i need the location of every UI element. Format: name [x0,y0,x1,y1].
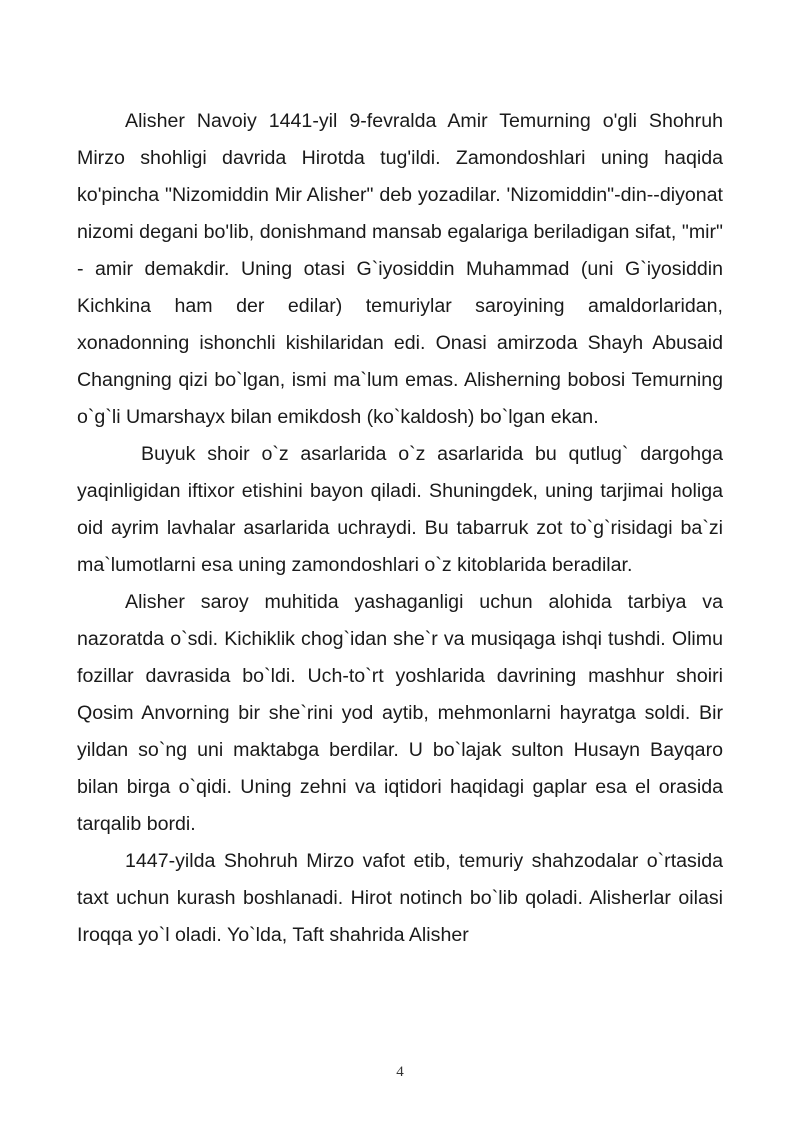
document-body [77,103,723,954]
paragraph-3: Alisher saroy muhitida yashaganligi uchun alohida tarbiya va nazoratda o`sdi. Kichiklik chog`idan she`r va musiqaga ishqi tushdi. Olimu fozillar davrasida bo`ldi. Uch-to`rt yoshlarida davrining mashhur shoiri Qosim Anvorning bir she`rini yod aytib, mehmonlarni hayratga soldi. Bir yildan so`ng uni maktabga berdilar. U bo`lajak sulton Husayn Bayqaro bilan birga o`qidi. Uning zehni va iqtidori haqidagi gaplar esa el orasida tarqalib bordi. [77,591,723,835]
page-number: 4 [396,1064,404,1080]
paragraph-4: 1447-yilda Shohruh Mirzo vafot etib, temuriy shahzodalar o`rtasida taxt uchun kurash boshlanadi. Hirot notinch bo`lib qoladi. Alisherlar oilasi Iroqqa yo`l oladi. Yo`lda, Taft shahrida Alisher [77,850,723,946]
paragraph-2: Buyuk shoir o`z asarlarida o`z asarlarida bu qutlug` dargohga yaqinligidan iftixor etishini bayon qiladi. Shuningdek, uning tarjimai holiga oid ayrim lavhalar asarlarida uchraydi. Bu tabarruk zot to`g`risidagi ba`zi ma`lumotlarni esa uning zamondoshlari o`z kitoblarida beradilar. [77,443,723,576]
paragraph-1: Alisher Navoiy 1441-yil 9-fevralda Amir Temurning o'gli Shohruh Mirzo shohligi davrida Hirotda tug'ildi. Zamondoshlari uning haqida ko'pincha "Nizomiddin Mir Alisher" deb yozadilar. 'Nizomiddin"-din--diyonat nizomi degani bo'lib, donishmand mansab egalariga beriladigan sifat, "mir" - amir demakdir. Uning otasi G`iyosiddin Muhammad (uni G`iyosiddin Kichkina ham der edilar) temuriylar saroyining amaldorlaridan, xonadonning ishonchli kishilaridan edi. Onasi amirzoda Shayh Abusaid Changning qizi bo`lgan, ismi ma`lum emas. Alisherning bobosi Temurning o`g`li Umarshayx bilan emikdosh (ko`kaldosh) bo`lgan ekan. [77,110,723,428]
